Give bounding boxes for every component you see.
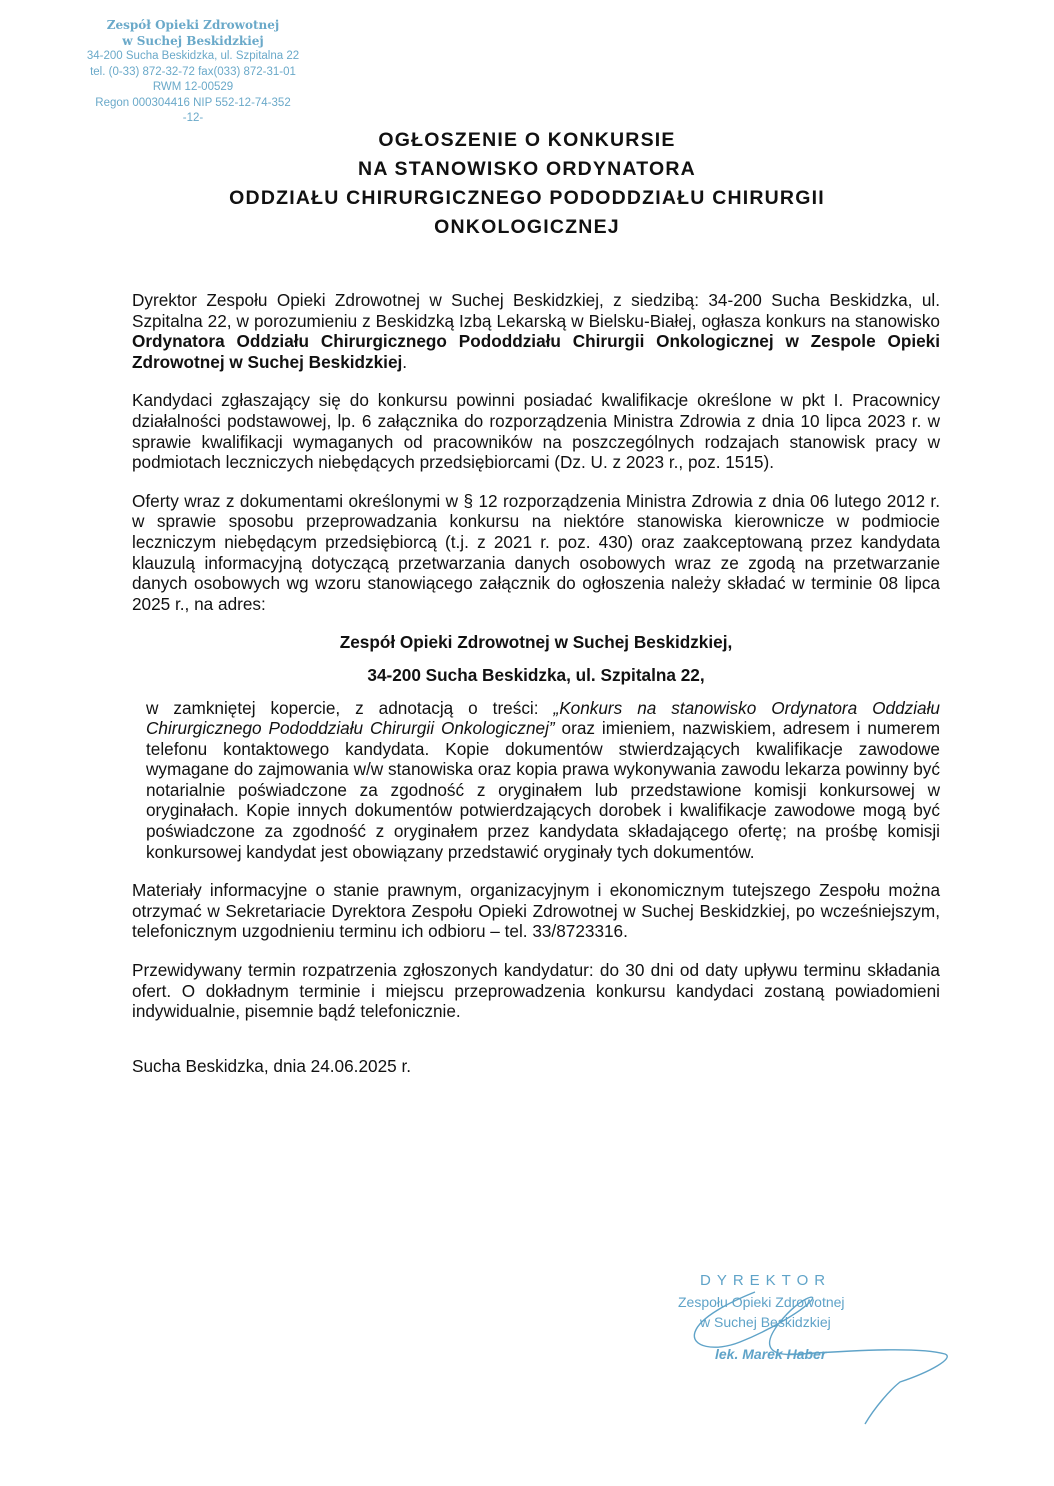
paragraph-qualifications: Kandydaci zgłaszający się do konkursu powinni posiadać kwalifikacje określone w pkt I. Pracownicy działalności podstawowej, lp. 6 załącznika do rozporządzenia Ministra Zdrowia z dnia 10 lipca 2023 r. w sprawie kwalifikacji wymaganych od pracowników na poszczególnych rodzajach stanowisk pracy w podmiotach leczniczych niebędących przedsiębiorcami (Dz. U. z 2023 r., poz. 1515). (132, 390, 940, 473)
title-line: ONKOLOGICZNEJ (434, 216, 620, 238)
signature-location: w Suchej Beskidzkiej (700, 1314, 831, 1330)
address-line-2: 34-200 Sucha Beskidzka, ul. Szpitalna 22, (367, 664, 705, 685)
stamp-line: Zespół Opieki Zdrowotnej (106, 18, 280, 32)
paragraph-materials: Materiały informacyjne o stanie prawnym, organizacyjnym i ekonomicznym tutejszego Zespołu można otrzymać w Sekretariacie Dyrektora Zespołu Opieki Zdrowotnej w Suchej Beskidzkiej, po wcześniejszym, telefonicznym uzgodnieniu terminu ich odbioru – tel. 33/8723316. (132, 880, 940, 942)
stamp-line: Regon 000304416 NIP 552-12-74-352 (95, 96, 291, 109)
title-line: NA STANOWISKO ORDYNATORA (358, 158, 696, 180)
paragraph-envelope (132, 698, 940, 863)
signature-name: lek. Marek Haber (715, 1346, 827, 1362)
stamp-line: tel. (0-33) 872-32-72 fax(033) 872-31-01 (90, 65, 296, 78)
envelope-annotation: „Konkurs na stanowisko Ordynatora Oddziału Chirurgicznego Pododdziału Chirurgii Onkologicznej” (146, 697, 940, 739)
handwritten-signature-icon (660, 1272, 960, 1432)
title-line: ODDZIAŁU CHIRURGICZNEGO PODODDZIAŁU CHIRURGII (229, 187, 825, 209)
signature-title: DYREKTOR (700, 1272, 832, 1289)
address-line-1: Zespół Opieki Zdrowotnej w Suchej Beskidzkiej, (339, 632, 733, 653)
signature-org: Zespołu Opieki Zdrowotnej (678, 1294, 845, 1310)
stamp-line: w Suchej Beskidzkiej (122, 33, 264, 48)
paragraph-intro (132, 290, 940, 372)
document-title (0, 126, 1054, 242)
stamp-line: 34-200 Sucha Beskidzka, ul. Szpitalna 22 (86, 50, 300, 62)
stamp-line: -12- (182, 112, 204, 124)
envelope-end: oraz imieniem, nazwiskiem, adresem i numerem telefonu kontaktowego kandydata. Kopie dokumentów stwierdzających kwalifikacje zawodowe wymagane do zajmowania w/w stanowiska oraz kopia prawa wykonywania zawodu lekarza powinny być notarialnie poświadczone za zgodność z oryginałem lub przedstawione komisji konkursowej w oryginałach. Kopie innych dokumentów potwierdzających dorobek i kwalifikacje zawodowe mogą być poświadczone za zgodność z oryginałem przez kandydata składającego ofertę; na prośbę komisji konkursowej kandydat jest obowiązany przedstawić oryginały tych dokumentów. (146, 718, 941, 862)
paragraph-deadline: Przewidywany termin rozpatrzenia zgłoszonych kandydatur: do 30 dni od daty upływu terminu składania ofert. O dokładnym terminie i miejscu przeprowadzenia konkursu kandydaci zostaną powiadomieni indywidualnie, pisemnie bądź telefonicznie. (132, 960, 940, 1022)
header-stamp (58, 18, 328, 127)
intro-text: Dyrektor Zespołu Opieki Zdrowotnej w Suchej Beskidzkiej, z siedzibą: 34-200 Sucha Beskidzka, ul. Szpitalna 22, w porozumieniu z Beskidzką Izbą Lekarską w Bielsku-Białej, ogłasza konkurs na stanowisko (132, 290, 940, 331)
intro-end: . (402, 351, 408, 372)
stamp-line: RWM 12-00529 (152, 81, 234, 93)
position-name: Ordynatora Oddziału Chirurgicznego Pododdziału Chirurgii Onkologicznej w Zespole Opieki Zdrowotnej w Suchej Beskidzkiej (132, 331, 940, 372)
envelope-start: w zamkniętej kopercie, z adnotacją o treści: (146, 697, 554, 718)
signature-stamp (660, 1272, 960, 1432)
paragraph-offers: Oferty wraz z dokumentami określonymi w § 12 rozporządzenia Ministra Zdrowia z dnia 06 lutego 2012 r. w sprawie sposobu przeprowadzania konkursu na niektóre stanowiska kierownicze w podmiocie leczniczym niebędącym przedsiębiorcą (t.j. z 2021 r. poz. 430) oraz zaakceptowaną przez kandydata klauzulą informacyjną dotyczącą przetwarzania danych osobowych wraz ze zgodą na przetwarzanie danych osobowych wg wzoru stanowiącego załącznik do ogłoszenia należy składać w terminie 08 lipca 2025 r., na adres: (132, 490, 940, 614)
document-body (132, 290, 940, 1094)
document-date: Sucha Beskidzka, dnia 24.06.2025 r. (132, 1055, 412, 1076)
title-line: OGŁOSZENIE O KONKURSIE (378, 129, 676, 151)
